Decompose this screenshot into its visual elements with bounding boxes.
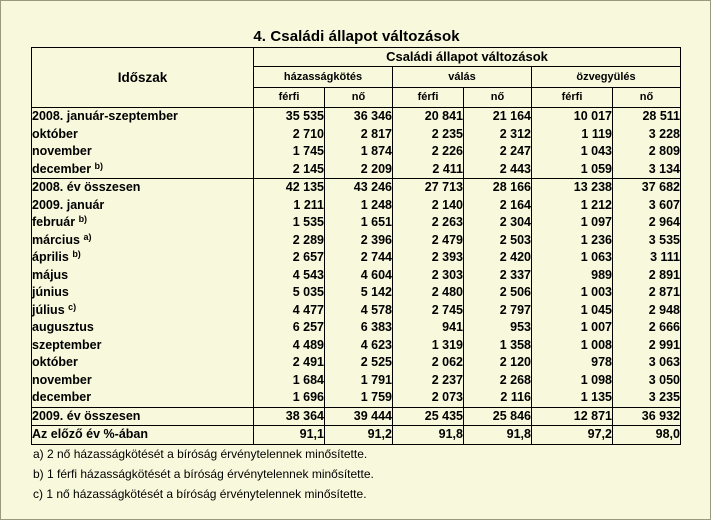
value-cell: 941 bbox=[393, 319, 464, 337]
value-cell: 1 007 bbox=[532, 319, 613, 337]
value-cell: 35 535 bbox=[254, 108, 325, 126]
value-cell: 3 063 bbox=[613, 354, 681, 372]
value-cell: 2 235 bbox=[393, 126, 464, 144]
table-row bbox=[32, 249, 681, 267]
table-row bbox=[32, 389, 681, 407]
row-label bbox=[32, 389, 254, 407]
value-cell: 1 212 bbox=[532, 197, 613, 215]
row-label-text: április bbox=[32, 250, 69, 265]
value-cell: 978 bbox=[532, 354, 613, 372]
row-label bbox=[32, 337, 254, 355]
value-cell: 1 097 bbox=[532, 214, 613, 232]
data-table bbox=[31, 47, 681, 445]
value-cell: 2 964 bbox=[613, 214, 681, 232]
row-label bbox=[32, 143, 254, 161]
value-cell: 1 696 bbox=[254, 389, 325, 407]
value-cell: 1 211 bbox=[254, 197, 325, 215]
value-cell: 2 209 bbox=[325, 161, 393, 179]
value-cell: 1 059 bbox=[532, 161, 613, 179]
value-cell: 2 745 bbox=[393, 302, 464, 320]
value-cell: 2 710 bbox=[254, 126, 325, 144]
row-label bbox=[32, 179, 254, 197]
value-cell: 4 477 bbox=[254, 302, 325, 320]
value-cell: 2 991 bbox=[613, 337, 681, 355]
value-cell: 25 846 bbox=[464, 407, 532, 426]
sex-header: nő bbox=[613, 88, 681, 108]
value-cell: 1 003 bbox=[532, 284, 613, 302]
value-cell: 10 017 bbox=[532, 108, 613, 126]
value-cell: 989 bbox=[532, 267, 613, 285]
value-cell: 1 759 bbox=[325, 389, 393, 407]
value-cell: 2 503 bbox=[464, 232, 532, 250]
row-label-text: május bbox=[32, 267, 69, 282]
value-cell: 3 228 bbox=[613, 126, 681, 144]
table-row bbox=[32, 179, 681, 197]
value-cell: 4 489 bbox=[254, 337, 325, 355]
value-cell: 3 134 bbox=[613, 161, 681, 179]
value-cell: 2 948 bbox=[613, 302, 681, 320]
row-label-text: december bbox=[32, 161, 92, 176]
value-cell: 43 246 bbox=[325, 179, 393, 197]
period-header: Időszak bbox=[32, 48, 254, 108]
value-cell: 91,1 bbox=[254, 426, 325, 445]
row-label bbox=[32, 126, 254, 144]
value-cell: 28 511 bbox=[613, 108, 681, 126]
table-row bbox=[32, 232, 681, 250]
value-cell: 28 166 bbox=[464, 179, 532, 197]
value-cell: 98,0 bbox=[613, 426, 681, 445]
value-cell: 1 319 bbox=[393, 337, 464, 355]
value-cell: 5 035 bbox=[254, 284, 325, 302]
value-cell: 1 358 bbox=[464, 337, 532, 355]
table-row bbox=[32, 267, 681, 285]
value-cell: 3 235 bbox=[613, 389, 681, 407]
value-cell: 91,8 bbox=[393, 426, 464, 445]
value-cell: 2 303 bbox=[393, 267, 464, 285]
footnote-c: c) 1 nő házasságkötését a bíróság érvénytelennek minősítette. bbox=[33, 487, 367, 501]
value-cell: 13 238 bbox=[532, 179, 613, 197]
header-row-1 bbox=[32, 48, 681, 67]
value-cell: 2 797 bbox=[464, 302, 532, 320]
value-cell: 2 480 bbox=[393, 284, 464, 302]
row-label-text: Az előző év %-ában bbox=[32, 427, 148, 442]
value-cell: 4 604 bbox=[325, 267, 393, 285]
value-cell: 36 932 bbox=[613, 407, 681, 426]
value-cell: 2 226 bbox=[393, 143, 464, 161]
footnote-marker: a) bbox=[83, 231, 92, 242]
value-cell: 2 871 bbox=[613, 284, 681, 302]
value-cell: 3 607 bbox=[613, 197, 681, 215]
row-label-text: március bbox=[32, 232, 80, 247]
table-row bbox=[32, 143, 681, 161]
value-cell: 36 346 bbox=[325, 108, 393, 126]
table-row bbox=[32, 197, 681, 215]
value-cell: 2 263 bbox=[393, 214, 464, 232]
value-cell: 2 443 bbox=[464, 161, 532, 179]
value-cell: 3 111 bbox=[613, 249, 681, 267]
value-cell: 2 247 bbox=[464, 143, 532, 161]
value-cell: 97,2 bbox=[532, 426, 613, 445]
sex-header: nő bbox=[325, 88, 393, 108]
table-row bbox=[32, 302, 681, 320]
value-cell: 2 304 bbox=[464, 214, 532, 232]
row-label-text: 2009. január bbox=[32, 197, 105, 212]
value-cell: 1 008 bbox=[532, 337, 613, 355]
value-cell: 2 666 bbox=[613, 319, 681, 337]
sex-header: férfi bbox=[393, 88, 464, 108]
value-cell: 2 140 bbox=[393, 197, 464, 215]
value-cell: 1 043 bbox=[532, 143, 613, 161]
footnote-a: a) 2 nő házasságkötését a bíróság érvénytelennek minősítette. bbox=[33, 447, 368, 461]
value-cell: 2 891 bbox=[613, 267, 681, 285]
value-cell: 1 045 bbox=[532, 302, 613, 320]
category-header-widowhood: özvegyülés bbox=[532, 67, 681, 88]
value-cell: 2 268 bbox=[464, 372, 532, 390]
row-label-text: június bbox=[32, 285, 69, 300]
row-label-text: augusztus bbox=[32, 320, 94, 335]
page-title: 4. Családi állapot változások bbox=[253, 28, 460, 45]
table-body bbox=[32, 108, 681, 445]
row-label bbox=[32, 249, 254, 267]
footnote-marker: b) bbox=[78, 214, 88, 225]
category-header-marriage: házasságkötés bbox=[254, 67, 393, 88]
value-cell: 6 257 bbox=[254, 319, 325, 337]
value-cell: 1 135 bbox=[532, 389, 613, 407]
value-cell: 2 744 bbox=[325, 249, 393, 267]
row-label bbox=[32, 267, 254, 285]
row-label-text: november bbox=[32, 372, 92, 387]
value-cell: 1 874 bbox=[325, 143, 393, 161]
value-cell: 4 578 bbox=[325, 302, 393, 320]
footnote-marker: b) bbox=[94, 160, 104, 171]
table-row bbox=[32, 337, 681, 355]
footnote-b: b) 1 férfi házasságkötését a bíróság érvénytelennek minősítette. bbox=[33, 467, 374, 481]
value-cell: 2 312 bbox=[464, 126, 532, 144]
value-cell: 5 142 bbox=[325, 284, 393, 302]
value-cell: 4 543 bbox=[254, 267, 325, 285]
footnote-marker: c) bbox=[68, 301, 77, 312]
value-cell: 2 237 bbox=[393, 372, 464, 390]
row-label bbox=[32, 372, 254, 390]
table-row bbox=[32, 426, 681, 445]
value-cell: 953 bbox=[464, 319, 532, 337]
row-label-text: október bbox=[32, 355, 78, 370]
value-cell: 3 050 bbox=[613, 372, 681, 390]
value-cell: 2 411 bbox=[393, 161, 464, 179]
value-cell: 1 063 bbox=[532, 249, 613, 267]
row-label bbox=[32, 426, 254, 445]
value-cell: 2 657 bbox=[254, 249, 325, 267]
value-cell: 1 651 bbox=[325, 214, 393, 232]
value-cell: 1 684 bbox=[254, 372, 325, 390]
value-cell: 6 383 bbox=[325, 319, 393, 337]
row-label bbox=[32, 214, 254, 232]
row-label-text: szeptember bbox=[32, 337, 102, 352]
value-cell: 91,2 bbox=[325, 426, 393, 445]
row-label-text: 2008. január-szeptember bbox=[32, 109, 178, 124]
table-row bbox=[32, 284, 681, 302]
table-row bbox=[32, 407, 681, 426]
value-cell: 2 164 bbox=[464, 197, 532, 215]
row-label bbox=[32, 161, 254, 179]
value-cell: 1 248 bbox=[325, 197, 393, 215]
value-cell: 1 535 bbox=[254, 214, 325, 232]
value-cell: 1 098 bbox=[532, 372, 613, 390]
row-label bbox=[32, 407, 254, 426]
table-row bbox=[32, 354, 681, 372]
value-cell: 2 062 bbox=[393, 354, 464, 372]
sex-header: nő bbox=[464, 88, 532, 108]
sex-header: férfi bbox=[254, 88, 325, 108]
value-cell: 12 871 bbox=[532, 407, 613, 426]
group-header: Családi állapot változások bbox=[254, 48, 681, 67]
value-cell: 2 073 bbox=[393, 389, 464, 407]
value-cell: 1 791 bbox=[325, 372, 393, 390]
value-cell: 2 491 bbox=[254, 354, 325, 372]
row-label bbox=[32, 197, 254, 215]
table-row bbox=[32, 108, 681, 126]
table-row bbox=[32, 372, 681, 390]
row-label bbox=[32, 319, 254, 337]
value-cell: 2 289 bbox=[254, 232, 325, 250]
value-cell: 2 337 bbox=[464, 267, 532, 285]
value-cell: 1 745 bbox=[254, 143, 325, 161]
row-label-text: 2008. év összesen bbox=[32, 180, 141, 195]
row-label-text: 2009. év összesen bbox=[32, 408, 141, 423]
footnote-marker: b) bbox=[72, 249, 81, 260]
row-label bbox=[32, 108, 254, 126]
row-label-text: július bbox=[32, 302, 65, 317]
row-label-text: október bbox=[32, 126, 78, 141]
value-cell: 3 535 bbox=[613, 232, 681, 250]
value-cell: 2 120 bbox=[464, 354, 532, 372]
value-cell: 2 525 bbox=[325, 354, 393, 372]
value-cell: 27 713 bbox=[393, 179, 464, 197]
row-label-text: december bbox=[32, 390, 92, 405]
value-cell: 1 119 bbox=[532, 126, 613, 144]
value-cell: 2 393 bbox=[393, 249, 464, 267]
row-label-text: február bbox=[32, 215, 76, 230]
value-cell: 4 623 bbox=[325, 337, 393, 355]
row-label bbox=[32, 232, 254, 250]
category-header-divorce: válás bbox=[393, 67, 532, 88]
table-row bbox=[32, 319, 681, 337]
value-cell: 42 135 bbox=[254, 179, 325, 197]
table-row bbox=[32, 214, 681, 232]
value-cell: 2 116 bbox=[464, 389, 532, 407]
value-cell: 20 841 bbox=[393, 108, 464, 126]
row-label bbox=[32, 284, 254, 302]
value-cell: 2 809 bbox=[613, 143, 681, 161]
value-cell: 25 435 bbox=[393, 407, 464, 426]
value-cell: 2 506 bbox=[464, 284, 532, 302]
value-cell: 2 145 bbox=[254, 161, 325, 179]
value-cell: 37 682 bbox=[613, 179, 681, 197]
value-cell: 2 420 bbox=[464, 249, 532, 267]
value-cell: 2 396 bbox=[325, 232, 393, 250]
value-cell: 2 479 bbox=[393, 232, 464, 250]
value-cell: 39 444 bbox=[325, 407, 393, 426]
value-cell: 38 364 bbox=[254, 407, 325, 426]
row-label-text: november bbox=[32, 144, 92, 159]
sex-header: férfi bbox=[532, 88, 613, 108]
value-cell: 91,8 bbox=[464, 426, 532, 445]
value-cell: 21 164 bbox=[464, 108, 532, 126]
value-cell: 2 817 bbox=[325, 126, 393, 144]
table-row bbox=[32, 161, 681, 179]
value-cell: 1 236 bbox=[532, 232, 613, 250]
row-label bbox=[32, 354, 254, 372]
table-row bbox=[32, 126, 681, 144]
row-label bbox=[32, 302, 254, 320]
